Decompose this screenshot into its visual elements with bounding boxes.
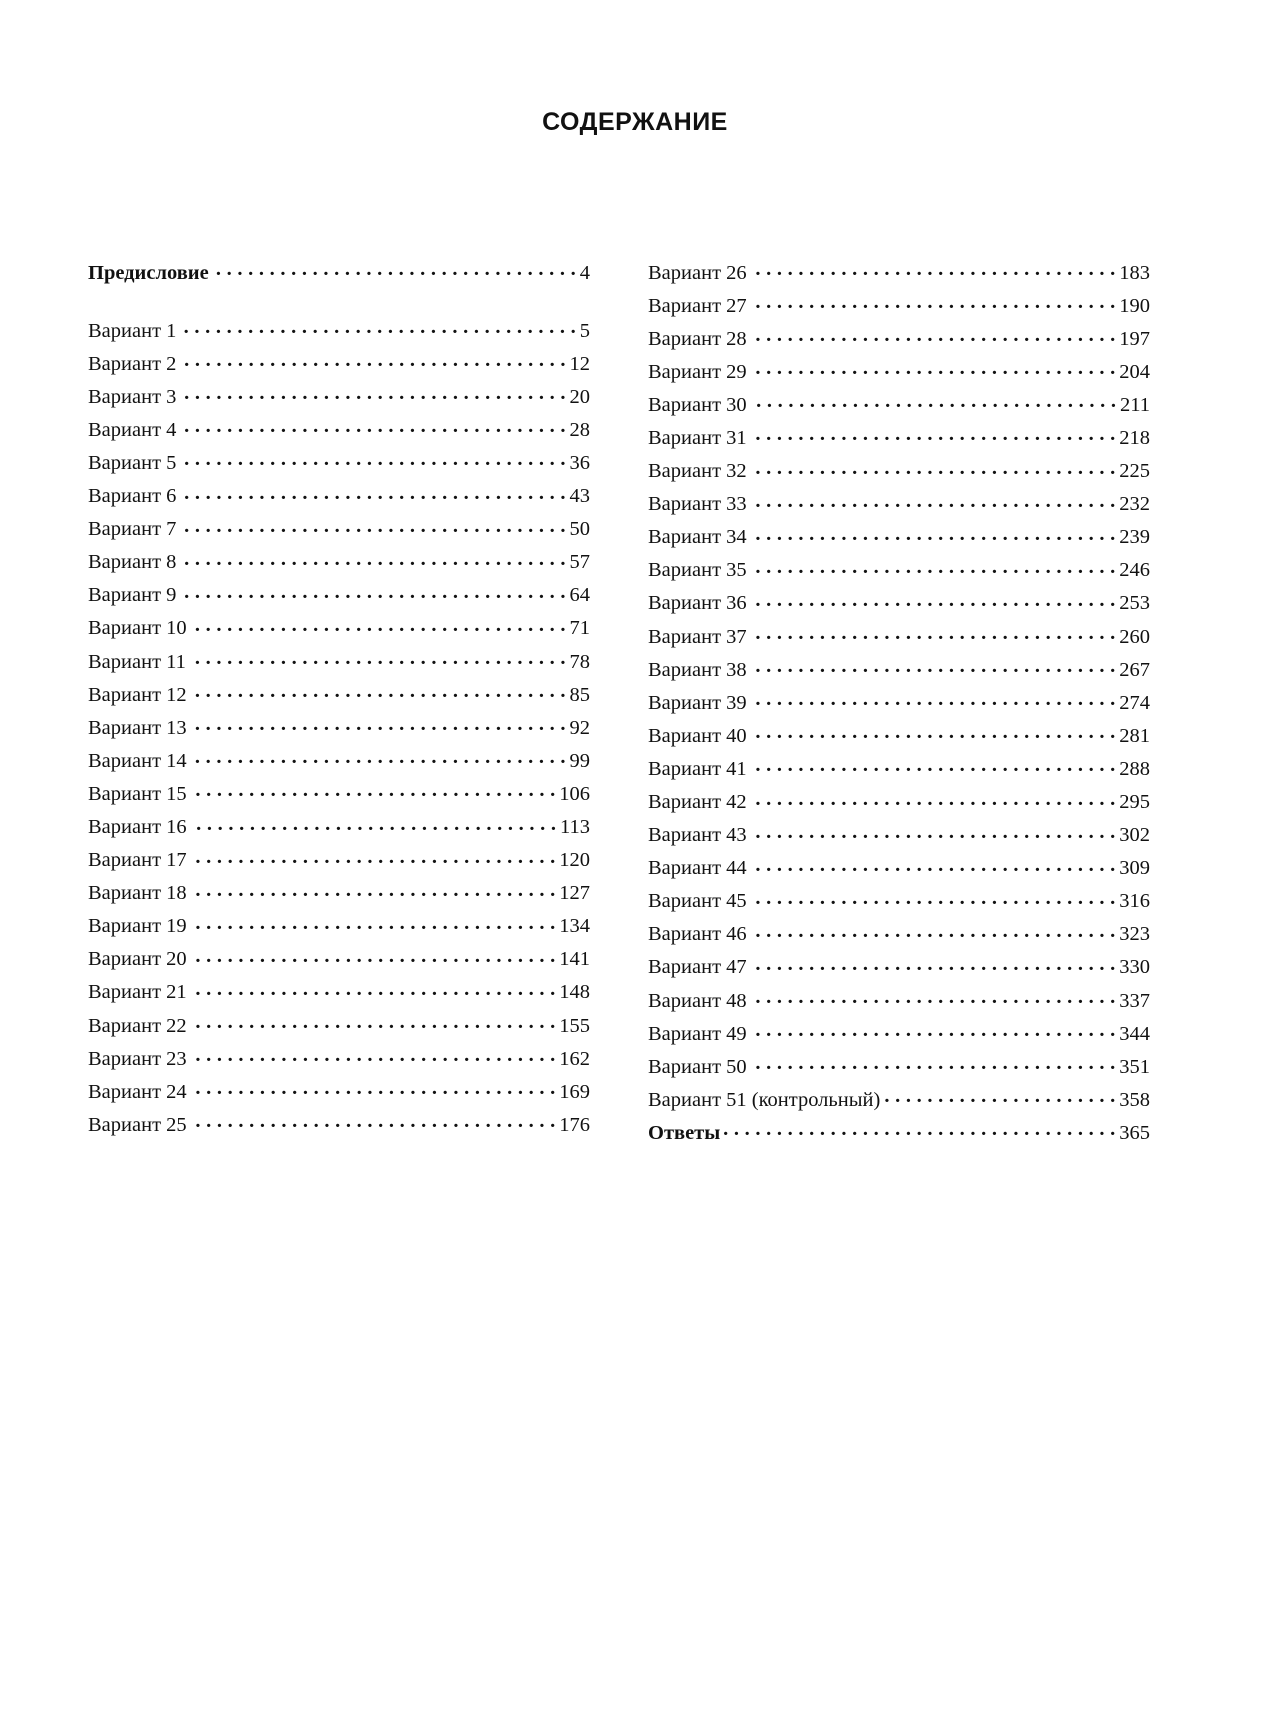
toc-entry-label: Вариант 5: [88, 451, 177, 474]
toc-entry-page: 134: [559, 915, 590, 938]
toc-entry[interactable]: [88, 382, 590, 415]
toc-entry-label: Вариант 46: [648, 923, 747, 946]
dot-leader: [755, 357, 1116, 378]
toc-entry-page: 113: [560, 816, 590, 838]
toc-entry-page: 64: [569, 584, 590, 607]
toc-entry-page: 12: [569, 352, 590, 375]
dot-leader: [755, 556, 1116, 577]
toc-entry-label: Вариант 25: [88, 1113, 187, 1136]
dot-leader: [195, 746, 566, 767]
toc-entry[interactable]: [648, 1052, 1150, 1085]
toc-entry[interactable]: [648, 1118, 1150, 1151]
toc-entry[interactable]: [88, 1011, 590, 1044]
toc-entry-label: Вариант 4: [88, 418, 177, 441]
toc-entry-page: 246: [1119, 559, 1150, 582]
toc-entry[interactable]: [648, 457, 1150, 490]
toc-entry-label: Вариант 3: [88, 385, 177, 408]
dot-leader: [195, 945, 556, 966]
toc-entry-page: 92: [569, 716, 590, 739]
toc-entry-page: 176: [559, 1113, 590, 1136]
dot-leader: [755, 1019, 1116, 1040]
toc-entry-label: Вариант 31: [648, 426, 747, 449]
toc-entry-label: Вариант 6: [88, 485, 177, 508]
toc-entry-page: 169: [559, 1080, 590, 1103]
toc-entry-label: Вариант 44: [648, 857, 747, 880]
dot-leader: [755, 721, 1116, 742]
toc-entry[interactable]: [648, 423, 1150, 456]
toc-entry-page: 43: [569, 485, 590, 508]
dot-leader: [755, 291, 1116, 312]
page-title: СОДЕРЖАНИЕ: [542, 108, 728, 136]
toc-entry-label: Вариант 43: [648, 824, 747, 847]
toc-entry-label: Вариант 24: [88, 1080, 187, 1103]
section-gap: [88, 291, 590, 316]
toc-entry-label: Вариант 49: [648, 1022, 747, 1045]
dot-leader: [195, 912, 556, 933]
dot-leader: [755, 1052, 1116, 1073]
toc-entry-page: 330: [1119, 956, 1150, 979]
toc-entry[interactable]: [88, 415, 590, 448]
toc-entry-page: 267: [1119, 658, 1150, 681]
toc-entry[interactable]: [648, 357, 1150, 390]
toc-entry[interactable]: [648, 887, 1150, 920]
toc-entry-label: Вариант 50: [648, 1055, 747, 1078]
toc-entry-label: Вариант 45: [648, 890, 747, 913]
dot-leader: [755, 688, 1116, 709]
dot-leader: [184, 548, 565, 569]
toc-entry-label: Вариант 19: [88, 915, 187, 938]
toc-list-right: [648, 258, 1150, 1152]
toc-entry-page: 183: [1119, 261, 1150, 284]
toc-entry-label: Предисловие: [88, 261, 209, 284]
toc-entry-page: 162: [559, 1047, 590, 1070]
dot-leader: [195, 978, 556, 999]
dot-leader: [195, 680, 566, 701]
toc-entry[interactable]: [88, 448, 590, 481]
toc-entry-label: Вариант 40: [648, 724, 747, 747]
toc-entry-page: 260: [1119, 625, 1150, 648]
dot-leader: [195, 713, 566, 734]
toc-entry-page: 99: [569, 749, 590, 772]
toc-entry[interactable]: [648, 754, 1150, 787]
toc-entry-page: 239: [1119, 526, 1150, 549]
toc-entry[interactable]: [648, 390, 1150, 423]
toc-entry-label: Вариант 23: [88, 1047, 187, 1070]
dot-leader: [755, 821, 1116, 842]
toc-entry-label: Вариант 20: [88, 948, 187, 971]
toc-entry-label: Вариант 47: [648, 956, 747, 979]
toc-entry[interactable]: [648, 291, 1150, 324]
toc-entry[interactable]: [88, 912, 590, 945]
toc-entry-label: Вариант 14: [88, 749, 187, 772]
dot-leader: [195, 813, 556, 834]
toc-entry-page: 4: [579, 261, 590, 284]
toc-entry[interactable]: [88, 316, 590, 349]
toc-entry-page: 20: [569, 385, 590, 408]
toc-entry-page: 344: [1119, 1022, 1150, 1045]
dot-leader: [884, 1085, 1115, 1106]
toc-entry-label: Вариант 13: [88, 716, 187, 739]
toc-entry-page: 57: [569, 551, 590, 574]
toc-entry[interactable]: [88, 482, 590, 515]
toc-entry-page: 197: [1119, 327, 1150, 350]
toc-entry-preface[interactable]: [88, 258, 590, 291]
dot-leader: [755, 258, 1116, 279]
dot-leader: [724, 1118, 1115, 1139]
dot-leader: [755, 887, 1116, 908]
toc-entry-label: Вариант 12: [88, 683, 187, 706]
dot-leader: [755, 423, 1116, 444]
toc-entry-page: 323: [1119, 923, 1150, 946]
toc-entry-page: 358: [1119, 1088, 1150, 1111]
toc-entry-label: Вариант 30: [648, 393, 747, 416]
dot-leader: [755, 854, 1116, 875]
toc-entry[interactable]: [88, 647, 590, 680]
toc-entry-label: Вариант 37: [648, 625, 747, 648]
toc-entry[interactable]: [648, 721, 1150, 754]
toc-entry-page: 28: [569, 418, 590, 441]
toc-entry[interactable]: [648, 986, 1150, 1019]
dot-leader: [194, 647, 566, 668]
toc-entry-label: Вариант 51 (контрольный): [648, 1088, 881, 1111]
toc-entry-label: Вариант 21: [88, 981, 187, 1004]
toc-entry[interactable]: [648, 655, 1150, 688]
toc-entry-page: 190: [1119, 294, 1150, 317]
dot-leader: [755, 788, 1116, 809]
toc-column-right: [648, 258, 1150, 1152]
toc-entry[interactable]: [88, 879, 590, 912]
toc-entry-page: 50: [569, 518, 590, 541]
toc-entry-page: 36: [569, 451, 590, 474]
dot-leader: [755, 457, 1116, 478]
dot-leader: [755, 920, 1116, 941]
toc-entry-page: 302: [1119, 824, 1150, 847]
toc-entry[interactable]: [88, 614, 590, 647]
toc-entry-page: 253: [1119, 592, 1150, 615]
toc-entry-label: Вариант 32: [648, 460, 747, 483]
toc-entry[interactable]: [648, 953, 1150, 986]
toc-entry[interactable]: [88, 978, 590, 1011]
toc-entry-label: Вариант 28: [648, 327, 747, 350]
toc-entry[interactable]: [88, 813, 590, 846]
toc-entry-page: 316: [1119, 890, 1150, 913]
toc-entry-label: Вариант 17: [88, 849, 187, 872]
toc-entry[interactable]: [648, 490, 1150, 523]
toc-entry-page: 71: [569, 617, 590, 640]
dot-leader: [755, 754, 1116, 775]
toc-entry[interactable]: [648, 1019, 1150, 1052]
toc-entry[interactable]: [88, 779, 590, 812]
dot-leader: [195, 1011, 556, 1032]
toc-entry[interactable]: [88, 846, 590, 879]
toc-entry-label: Вариант 42: [648, 791, 747, 813]
dot-leader: [755, 655, 1116, 676]
toc-entry-label: Вариант 36: [648, 592, 747, 615]
toc-entry[interactable]: [648, 258, 1150, 291]
toc-entry-label: Вариант 16: [88, 816, 187, 838]
toc-entry-label: Вариант 29: [648, 360, 747, 383]
dot-leader: [213, 258, 576, 279]
toc-entry-label: Вариант 18: [88, 882, 187, 905]
toc-entry[interactable]: [88, 548, 590, 581]
dot-leader: [184, 581, 565, 602]
toc-entry-page: 78: [569, 650, 590, 673]
toc-entry-page: 295: [1119, 791, 1150, 813]
dot-leader: [195, 879, 556, 900]
toc-entry-page: 5: [579, 319, 590, 342]
toc-entry-page: 148: [559, 981, 590, 1004]
toc-entry-label: Вариант 38: [648, 658, 747, 681]
toc-entry-page: 204: [1119, 360, 1150, 383]
toc-entry-page: 85: [569, 683, 590, 706]
toc-column-left: [88, 258, 590, 1143]
toc-entry[interactable]: [88, 1077, 590, 1110]
toc-entry-page: 274: [1119, 691, 1150, 714]
dot-leader: [755, 986, 1116, 1007]
dot-leader: [184, 415, 565, 436]
toc-entry[interactable]: [648, 821, 1150, 854]
toc-entry-label: Вариант 35: [648, 559, 747, 582]
toc-entry[interactable]: [88, 581, 590, 614]
toc-entry-page: 365: [1119, 1121, 1150, 1144]
toc-entry[interactable]: [648, 1085, 1150, 1118]
toc-entry-label: Вариант 2: [88, 352, 177, 375]
toc-entry[interactable]: [88, 680, 590, 713]
dot-leader: [755, 589, 1116, 610]
toc-entry-label: Вариант 41: [648, 757, 747, 780]
dot-leader: [755, 523, 1116, 544]
toc-entry-page: 337: [1119, 989, 1150, 1012]
toc-entry-label: Вариант 34: [648, 526, 747, 549]
dot-leader: [195, 846, 556, 867]
dot-leader: [755, 390, 1116, 411]
toc-entry-label: Вариант 8: [88, 551, 177, 574]
toc-entry-page: 120: [559, 849, 590, 872]
toc-entry[interactable]: [648, 788, 1150, 821]
dot-leader: [755, 622, 1116, 643]
dot-leader: [184, 349, 565, 370]
dot-leader: [184, 316, 575, 337]
dot-leader: [184, 515, 565, 536]
dot-leader: [184, 482, 565, 503]
toc-entry-page: 155: [559, 1014, 590, 1037]
toc-entry[interactable]: [88, 746, 590, 779]
dot-leader: [755, 490, 1116, 511]
toc-entry[interactable]: [648, 622, 1150, 655]
toc-entry-page: 211: [1120, 393, 1150, 416]
toc-entry-page: 225: [1119, 460, 1150, 483]
toc-entry[interactable]: [648, 324, 1150, 357]
toc-list-left: [88, 316, 590, 1143]
toc-entry-label: Вариант 10: [88, 617, 187, 640]
toc-entry[interactable]: [648, 589, 1150, 622]
dot-leader: [195, 779, 556, 800]
toc-entry-label: Вариант 15: [88, 782, 187, 805]
dot-leader: [184, 382, 565, 403]
toc-entry-page: 281: [1119, 724, 1150, 747]
toc-entry[interactable]: [648, 854, 1150, 887]
toc-entry-page: 141: [559, 948, 590, 971]
toc-entry-label: Вариант 1: [88, 319, 177, 342]
dot-leader: [195, 1044, 556, 1065]
toc-entry-label: Вариант 48: [648, 989, 747, 1012]
toc-entry-page: 288: [1119, 757, 1150, 780]
toc-entry-label: Вариант 7: [88, 518, 177, 541]
toc-entry[interactable]: [88, 349, 590, 382]
toc-entry-page: 351: [1119, 1055, 1150, 1078]
toc-entry-page: 309: [1119, 857, 1150, 880]
toc-entry-page: 127: [559, 882, 590, 905]
dot-leader: [755, 953, 1116, 974]
toc-entry-label: Ответы: [648, 1121, 721, 1144]
dot-leader: [195, 1110, 556, 1131]
toc-entry-label: Вариант 39: [648, 691, 747, 714]
toc-entry-label: Вариант 27: [648, 294, 747, 317]
toc-entry[interactable]: [648, 920, 1150, 953]
toc-entry[interactable]: [648, 523, 1150, 556]
toc-entry-label: Вариант 9: [88, 584, 177, 607]
toc-entry[interactable]: [648, 688, 1150, 721]
toc-entry[interactable]: [88, 713, 590, 746]
toc-entry[interactable]: [88, 945, 590, 978]
dot-leader: [755, 324, 1116, 345]
toc-entry[interactable]: [648, 556, 1150, 589]
dot-leader: [184, 448, 565, 469]
dot-leader: [195, 1077, 556, 1098]
toc-entry[interactable]: [88, 1044, 590, 1077]
toc-entry[interactable]: [88, 515, 590, 548]
toc-entry-label: Вариант 26: [648, 261, 747, 284]
dot-leader: [195, 614, 566, 635]
toc-entry-page: 232: [1119, 493, 1150, 516]
toc-entry-page: 106: [559, 782, 590, 805]
toc-entry-label: Вариант 33: [648, 493, 747, 516]
toc-entry-label: Вариант 11: [88, 650, 186, 673]
toc-entry-page: 218: [1119, 426, 1150, 449]
toc-entry[interactable]: [88, 1110, 590, 1143]
toc-entry-label: Вариант 22: [88, 1014, 187, 1037]
